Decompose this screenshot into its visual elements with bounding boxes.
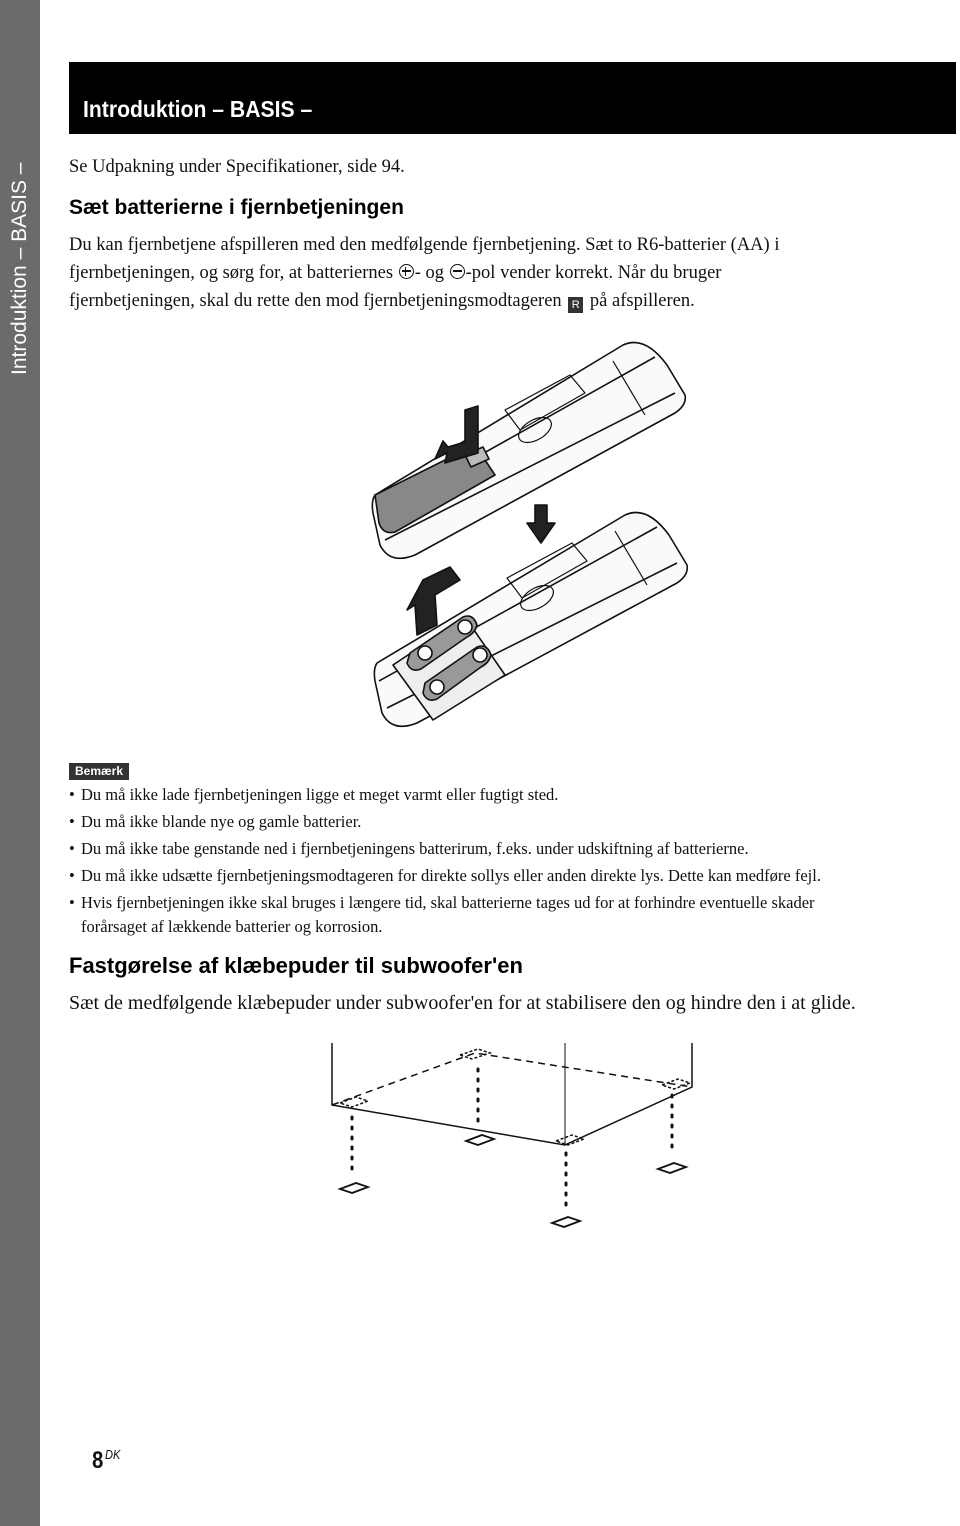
battery-heading: Sæt batterierne i fjernbetjeningen <box>69 196 404 219</box>
note-badge: Bemærk <box>69 763 129 780</box>
note-item <box>69 783 558 807</box>
note-item-text: Du må ikke tabe genstande ned i fjernbetjeningens batterirum, f.eks. under udskiftning af batterierne. <box>81 839 749 858</box>
text-fragment: -pol vender korrekt. Når du bruger <box>465 263 722 283</box>
note-item-text: Du må ikke lade fjernbetjeningen ligge et meget varmt eller fugtigt sted. <box>81 785 559 804</box>
page-number <box>92 1447 120 1475</box>
plus-pole-icon <box>399 264 414 279</box>
intro-text: Se Udpakning under Specifikationer, side 94. <box>69 157 405 177</box>
text-fragment: fjernbetjeningen, skal du rette den mod fjernbetjeningsmodtageren <box>69 291 567 311</box>
side-tab-label: Introduktion – BASIS – <box>8 162 31 375</box>
note-item <box>69 864 821 888</box>
side-tab <box>0 0 40 1526</box>
remote-sensor-icon: R <box>568 297 583 313</box>
battery-text-line2 <box>69 259 721 287</box>
page-number-value: 8 <box>92 1447 104 1474</box>
text-fragment: - og <box>414 263 449 283</box>
section-header-bar <box>69 62 956 134</box>
battery-text-line1: Du kan fjernbetjene afspilleren med den medfølgende fjernbetjening. Sæt to R6-batterier (AA) i <box>69 235 780 255</box>
note-item <box>69 810 361 834</box>
bullet-mark: • <box>69 812 75 831</box>
bullet-mark: • <box>69 866 75 885</box>
section-title: Introduktion – BASIS – <box>83 96 313 122</box>
note-item-text: Du må ikke blande nye og gamle batterier. <box>81 812 362 831</box>
page-language-code: DK <box>105 1447 121 1462</box>
text-fragment: på afspilleren. <box>585 291 695 311</box>
minus-pole-icon <box>450 264 465 279</box>
note-item <box>69 837 749 861</box>
pads-heading: Fastgørelse af klæbepuder til subwoofer'en <box>69 953 523 978</box>
remote-battery-illustration <box>355 335 695 735</box>
pads-text: Sæt de medfølgende klæbepuder under subwoofer'en for at stabilisere den og hindre den i at glide. <box>69 992 856 1014</box>
note-item-continuation: forårsaget af lækkende batterier og korrosion. <box>81 917 383 936</box>
note-item-text: Du må ikke udsætte fjernbetjeningsmodtageren for direkte sollys eller anden direkte lys. Dette kan medføre fejl. <box>81 866 821 885</box>
subwoofer-pads-illustration <box>320 1035 710 1235</box>
battery-text-line3 <box>69 287 695 315</box>
bullet-mark: • <box>69 839 75 858</box>
note-item <box>69 891 815 915</box>
text-fragment: fjernbetjeningen, og sørg for, at batteriernes <box>69 263 398 283</box>
bullet-mark: • <box>69 893 75 912</box>
bullet-mark: • <box>69 785 75 804</box>
note-item-text: Hvis fjernbetjeningen ikke skal bruges i længere tid, skal batterierne tages ud for at forhindre eventuelle skader <box>81 893 815 912</box>
